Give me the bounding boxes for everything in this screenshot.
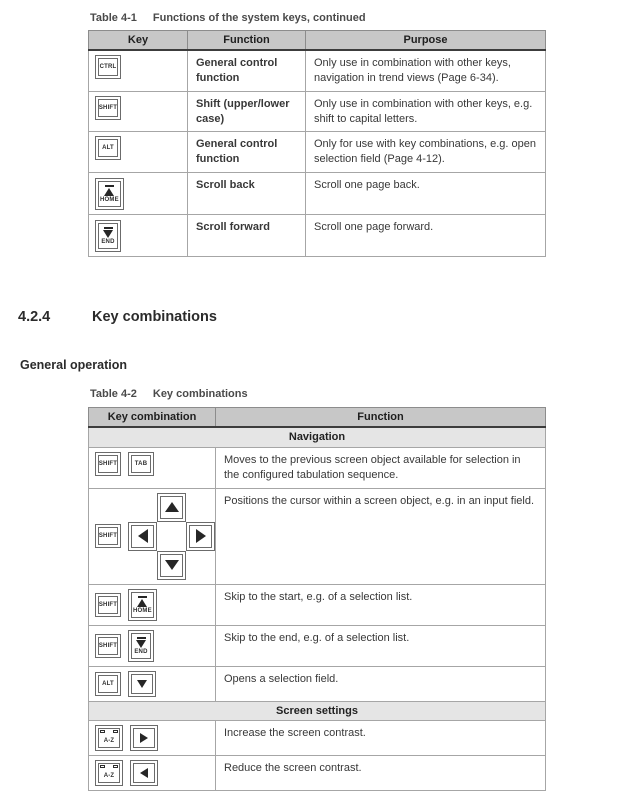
- arrow-keys-pad: [128, 493, 215, 580]
- function-cell: Increase the screen contrast.: [216, 721, 546, 756]
- purpose-cell: Only use in combination with other keys, navigation in trend views (Page 6-34).: [306, 50, 546, 91]
- function-cell: General control function: [188, 50, 306, 91]
- table1-caption-text: Functions of the system keys, continued: [152, 12, 366, 24]
- arrow-right-key-icon: [186, 522, 215, 551]
- function-cell: Reduce the screen contrast.: [216, 756, 546, 791]
- end-key-icon: END: [95, 220, 121, 252]
- arrow-bar-icon: [137, 637, 146, 639]
- table-row: [89, 447, 546, 488]
- table1-col-key: Key: [89, 31, 188, 51]
- purpose-cell: Only use in combination with other keys, e.g. shift to capital letters.: [306, 91, 546, 132]
- table-row: [89, 488, 546, 584]
- function-cell: Moves to the previous screen object available for selection in the configured tabulation sequence.: [216, 447, 546, 488]
- table-row: [89, 91, 546, 132]
- arrow-down-icon: [137, 680, 147, 688]
- shift-key-icon: SHIFT: [95, 452, 121, 476]
- function-cell: Scroll back: [188, 173, 306, 215]
- arrow-down-icon: [165, 560, 179, 570]
- system-keys-table: [88, 30, 546, 257]
- table1-caption-label: Table 4-1: [90, 12, 137, 24]
- table-row: [89, 584, 546, 625]
- arrow-right-key-icon: [130, 725, 158, 751]
- arrow-down-icon: [136, 640, 146, 648]
- arrow-left-icon: [140, 768, 148, 778]
- table2-caption-text: Key combinations: [152, 388, 248, 401]
- table2-col-keycombo: Key combination: [89, 408, 216, 428]
- arrow-left-key-icon: [130, 760, 158, 786]
- az-key-icon: A-Z: [95, 725, 123, 751]
- section-number: 4.2.4: [18, 309, 51, 326]
- arrow-down-key-icon: [128, 671, 156, 697]
- purpose-cell: Scroll one page forward.: [306, 215, 546, 257]
- home-key-icon: HOME: [95, 178, 124, 210]
- arrow-bar-icon: [104, 227, 113, 229]
- function-cell: Opens a selection field.: [216, 666, 546, 701]
- table-row: [89, 173, 546, 215]
- arrow-right-icon: [140, 733, 148, 743]
- led-indicator-icon: [113, 765, 118, 768]
- table-row: [89, 666, 546, 701]
- table1-col-function: Function: [188, 31, 306, 51]
- table-row: [89, 50, 546, 91]
- purpose-cell: Scroll one page back.: [306, 173, 546, 215]
- arrow-down-key-icon: [157, 551, 186, 580]
- function-cell: Skip to the start, e.g. of a selection list.: [216, 584, 546, 625]
- led-indicator-icon: [100, 730, 105, 733]
- table-row: [89, 756, 546, 791]
- arrow-up-icon: [165, 502, 179, 512]
- function-cell: Positions the cursor within a screen object, e.g. in an input field.: [216, 488, 546, 584]
- shift-key-icon: SHIFT: [95, 524, 121, 548]
- ctrl-key-icon: CTRL: [95, 55, 121, 79]
- table-row: [89, 215, 546, 257]
- table1-caption: [90, 12, 630, 24]
- arrow-left-key-icon: [128, 522, 157, 551]
- shift-key-icon: SHIFT: [95, 634, 121, 658]
- arrow-up-icon: [137, 599, 147, 607]
- table2-caption-label: Table 4-2: [90, 388, 137, 401]
- arrow-up-key-icon: [157, 493, 186, 522]
- function-cell: Shift (upper/lower case): [188, 91, 306, 132]
- arrow-bar-icon: [138, 596, 147, 598]
- function-cell: General control function: [188, 132, 306, 173]
- arrow-bar-icon: [105, 185, 114, 187]
- group-row-screen-settings: Screen settings: [89, 701, 546, 721]
- end-key-icon: END: [128, 630, 154, 662]
- section-title: Key combinations: [92, 309, 217, 326]
- arrow-left-icon: [138, 529, 148, 543]
- section-heading: [18, 309, 630, 325]
- table1-header-row: [89, 31, 546, 51]
- az-key-icon: A-Z: [95, 760, 123, 786]
- arrow-up-icon: [104, 188, 114, 196]
- arrow-down-icon: [103, 230, 113, 238]
- alt-key-icon: ALT: [95, 672, 121, 696]
- table-row: [89, 625, 546, 666]
- function-cell: Skip to the end, e.g. of a selection list.: [216, 625, 546, 666]
- purpose-cell: Only for use with key combinations, e.g. open selection field (Page 4-12).: [306, 132, 546, 173]
- table-row: [89, 132, 546, 173]
- group-row-navigation: Navigation: [89, 427, 546, 447]
- shift-key-icon: SHIFT: [95, 96, 121, 120]
- function-cell: Scroll forward: [188, 215, 306, 257]
- shift-key-icon: SHIFT: [95, 593, 121, 617]
- table-row: [89, 721, 546, 756]
- home-key-icon: HOME: [128, 589, 157, 621]
- table1-col-purpose: Purpose: [306, 31, 546, 51]
- key-combinations-table: [88, 407, 546, 791]
- subsection-heading: General operation: [20, 358, 127, 373]
- arrow-right-icon: [196, 529, 206, 543]
- led-indicator-icon: [100, 765, 105, 768]
- table2-caption: [90, 388, 630, 400]
- alt-key-icon: ALT: [95, 136, 121, 160]
- table2-header-row: [89, 408, 546, 428]
- led-indicator-icon: [113, 730, 118, 733]
- tab-key-icon: TAB: [128, 452, 154, 476]
- table2-col-function: Function: [216, 408, 546, 428]
